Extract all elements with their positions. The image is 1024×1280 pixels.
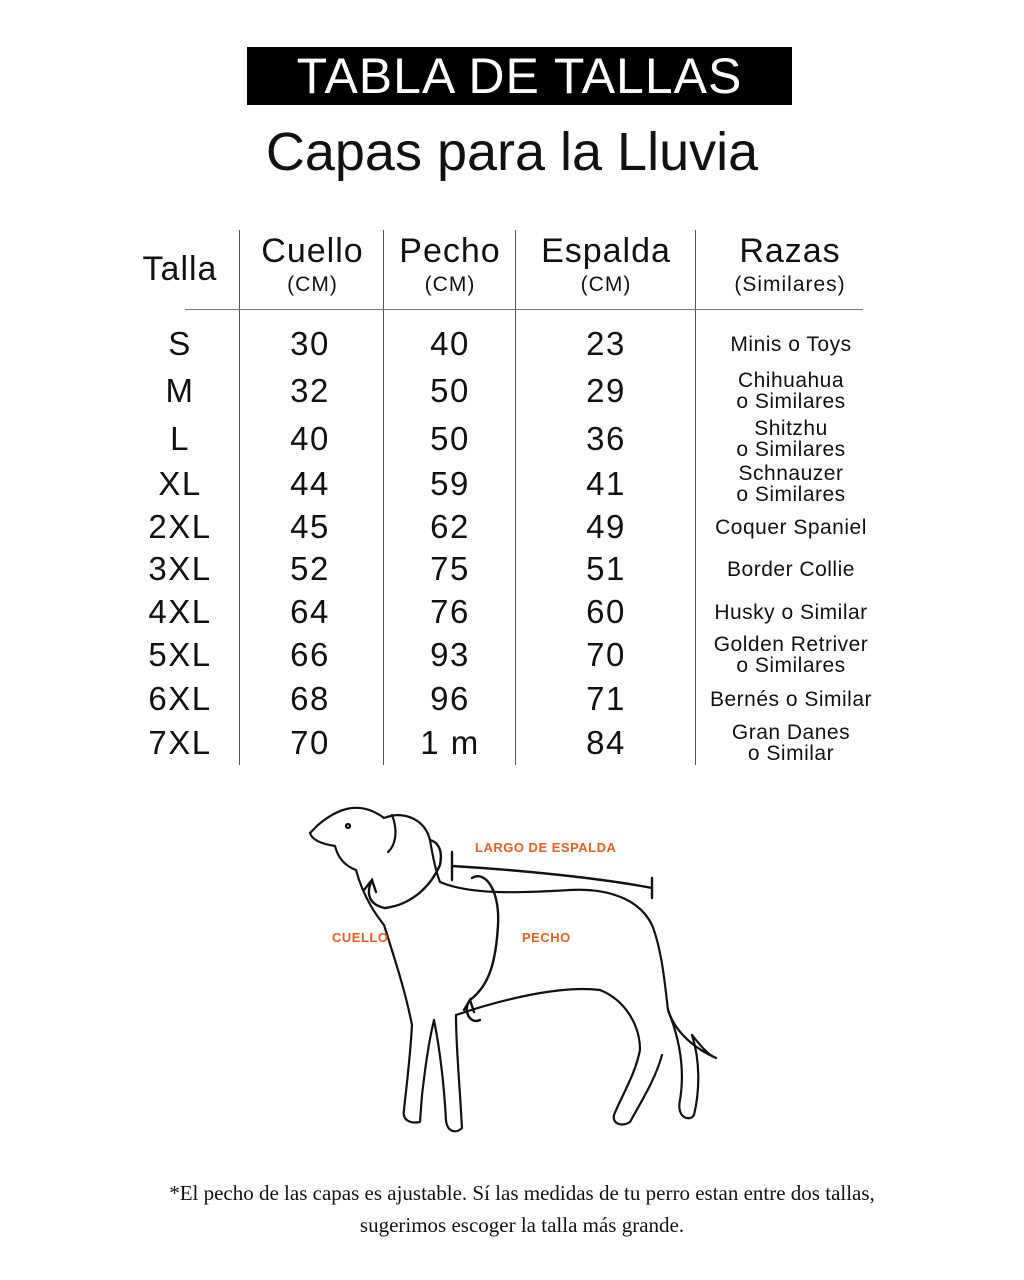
raza-line: o Similares [736, 654, 846, 677]
table-row [0, 547, 1024, 591]
cell-espalda: 84 [586, 724, 626, 761]
cell-espalda: 36 [586, 420, 626, 457]
cell-raza [696, 322, 886, 366]
cell-raza [696, 417, 886, 461]
cell-talla: 4XL [148, 593, 212, 630]
cell-pecho: 1 m [420, 724, 480, 761]
cell-cuello: 66 [290, 636, 330, 673]
header-cuello-unit: (CM) [287, 273, 338, 296]
raza-line: Gran Danes [731, 721, 851, 744]
dog-outline [310, 808, 716, 1131]
cell-talla: S [168, 325, 192, 362]
cell-pecho: 76 [430, 593, 470, 630]
cell-cuello: 52 [290, 550, 330, 587]
footnote-line: sugerimos escoger la talla más grande. [359, 1212, 685, 1237]
cell-cuello: 70 [290, 724, 330, 761]
header-espalda-label: Espalda [541, 232, 671, 270]
table-row [0, 633, 1024, 677]
cell-espalda: 23 [586, 325, 626, 362]
header-talla [120, 252, 240, 286]
cell-espalda: 51 [586, 550, 626, 587]
chest-measure [467, 876, 498, 1021]
header-pecho-label: Pecho [399, 232, 501, 270]
header-razas-label: Razas [739, 232, 841, 270]
header-pecho-unit: (CM) [424, 273, 476, 296]
raza-line: Schnauzer [738, 462, 844, 485]
header-razas-unit: (Similares) [734, 273, 846, 296]
table-row [0, 505, 1024, 549]
table-row [0, 677, 1024, 721]
cell-cuello: 32 [290, 372, 330, 409]
dog-measurement-diagram [300, 790, 730, 1150]
cell-cuello: 64 [290, 593, 330, 630]
cell-cuello: 30 [290, 325, 330, 362]
footnote-line: *El pecho de las capas es ajustable. Sí las medidas de tu perro estan entre dos tallas, [169, 1181, 875, 1205]
header-espalda-unit: (CM) [580, 273, 632, 296]
cell-cuello: 40 [290, 420, 330, 457]
cell-pecho: 50 [430, 420, 470, 457]
cell-pecho: 75 [430, 550, 470, 587]
table-row [0, 322, 1024, 366]
cell-talla: 7XL [148, 724, 212, 761]
cell-raza [696, 547, 886, 591]
cuello-label: CUELLO [332, 930, 389, 945]
footnote [0, 1178, 1024, 1241]
cell-talla: 3XL [148, 550, 212, 587]
raza-line: Minis o Toys [730, 332, 852, 356]
cell-pecho: 40 [430, 325, 470, 362]
largo-label: LARGO DE ESPALDA [475, 840, 617, 855]
cell-raza [696, 633, 886, 677]
cell-espalda: 71 [586, 680, 626, 717]
header-divider [185, 309, 863, 310]
header-pecho [384, 234, 516, 295]
cell-raza [696, 462, 886, 506]
cell-espalda: 41 [586, 465, 626, 502]
cell-talla: XL [158, 465, 202, 502]
raza-line: o Similares [736, 438, 846, 461]
raza-line: Golden Retriver [713, 633, 869, 656]
table-row [0, 369, 1024, 413]
cell-cuello: 68 [290, 680, 330, 717]
cell-talla: M [165, 372, 195, 409]
cell-talla: L [170, 420, 190, 457]
size-table [0, 220, 1024, 780]
cell-pecho: 93 [430, 636, 470, 673]
cell-cuello: 45 [290, 508, 330, 545]
cell-espalda: 70 [586, 636, 626, 673]
cell-talla: 5XL [148, 636, 212, 673]
raza-line: Bernés o Similar [709, 687, 873, 711]
raza-line: Shitzhu [754, 417, 828, 440]
cell-raza [696, 721, 886, 765]
header-cuello [240, 234, 385, 295]
cell-raza [696, 590, 886, 634]
cell-espalda: 49 [586, 508, 626, 545]
header-talla-label: Talla [142, 250, 218, 288]
table-row [0, 590, 1024, 634]
cell-pecho: 59 [430, 465, 470, 502]
raza-line: Chihuahua [737, 369, 845, 392]
raza-line: o Similares [736, 483, 846, 506]
raza-line: o Similares [736, 390, 846, 413]
cell-talla: 6XL [148, 680, 212, 717]
header-espalda [516, 234, 696, 295]
raza-line: Border Collie [727, 557, 855, 581]
table-row [0, 462, 1024, 506]
cell-espalda: 29 [586, 372, 626, 409]
cell-cuello: 44 [290, 465, 330, 502]
raza-line: o Similar [747, 742, 835, 765]
table-row [0, 721, 1024, 765]
cell-pecho: 62 [430, 508, 470, 545]
raza-line: Coquer Spaniel [715, 515, 867, 539]
page-title: TABLA DE TALLAS [296, 48, 743, 104]
cell-raza [696, 677, 886, 721]
cell-pecho: 96 [430, 680, 470, 717]
raza-line: Husky o Similar [714, 600, 868, 624]
table-row [0, 417, 1024, 461]
header-cuello-label: Cuello [261, 232, 364, 270]
cell-raza [696, 369, 886, 413]
cell-espalda: 60 [586, 593, 626, 630]
neck-measure [369, 840, 441, 908]
header-razas [700, 234, 880, 295]
cell-talla: 2XL [148, 508, 212, 545]
page-subtitle: Capas para la Lluvia [265, 122, 759, 182]
title-banner [247, 47, 792, 105]
cell-pecho: 50 [430, 372, 470, 409]
pecho-label: PECHO [522, 930, 571, 945]
cell-raza [696, 505, 886, 549]
